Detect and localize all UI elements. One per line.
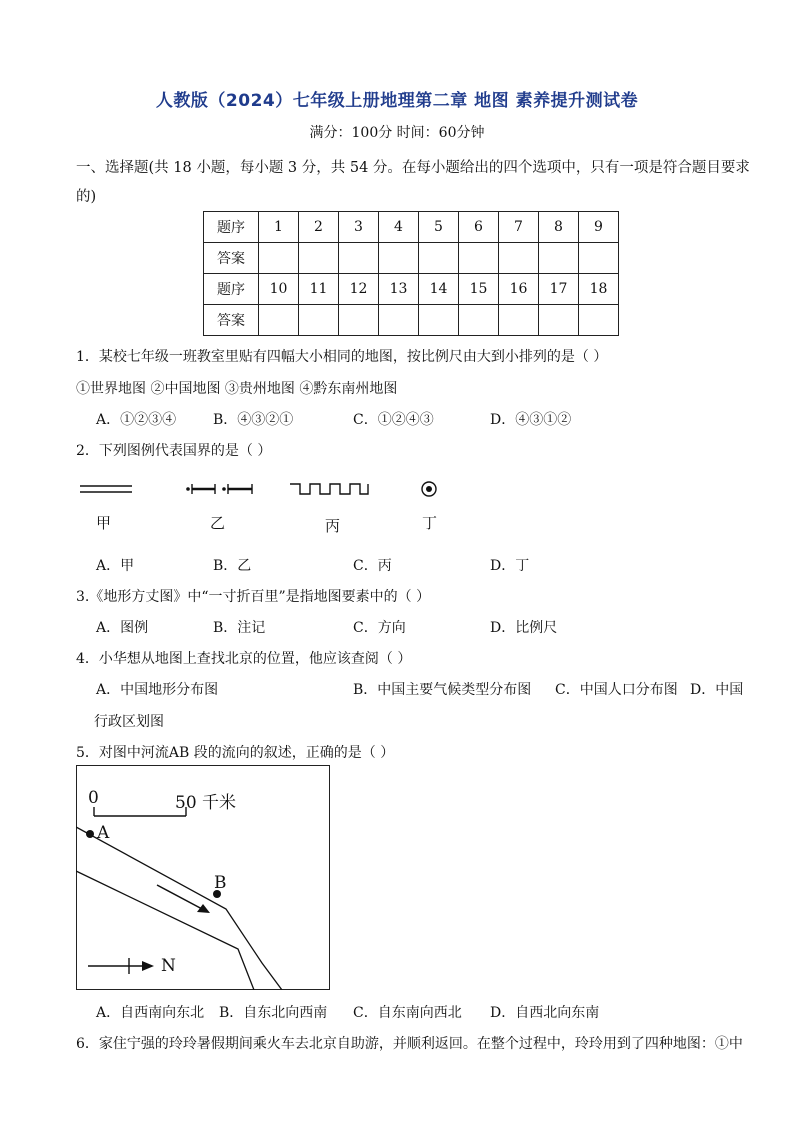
exam-info: 满分：100分 时间：60分钟 xyxy=(309,125,485,141)
table-row xyxy=(204,305,619,336)
question-5-option-c[interactable]: C．自东南向西北 xyxy=(353,1005,462,1021)
flow-arrow-icon xyxy=(157,885,210,913)
answer-cell[interactable] xyxy=(259,305,299,336)
table-cell: 15 xyxy=(459,274,499,305)
legend-label-yi: 乙 xyxy=(210,514,226,532)
table-cell: 13 xyxy=(379,274,419,305)
point-a-label: A xyxy=(97,823,110,843)
table-header-cell: 答案 xyxy=(204,243,259,274)
legend-ding-symbol xyxy=(422,482,436,496)
answer-cell[interactable] xyxy=(259,243,299,274)
north-arrow-icon xyxy=(88,958,154,974)
scale-start-label: 0 xyxy=(88,788,99,808)
table-cell: 4 xyxy=(379,212,419,243)
river-map xyxy=(76,765,330,990)
question-3-option-d[interactable]: D．比例尺 xyxy=(490,620,558,636)
legend-label-jia: 甲 xyxy=(96,514,112,532)
table-header-cell: 题序 xyxy=(204,274,259,305)
table-cell: 14 xyxy=(419,274,459,305)
legend-yi-symbol xyxy=(186,484,252,494)
answer-cell[interactable] xyxy=(539,305,579,336)
answer-cell[interactable] xyxy=(379,243,419,274)
answer-cell[interactable] xyxy=(379,305,419,336)
north-label: N xyxy=(161,956,176,976)
point-b-label: B xyxy=(214,873,227,893)
legend-label-bing: 丙 xyxy=(325,517,341,535)
question-3-option-c[interactable]: C．方向 xyxy=(353,620,406,636)
question-4-option-a[interactable]: A．中国地形分布图 xyxy=(96,682,219,698)
table-row xyxy=(204,212,619,243)
table-cell: 12 xyxy=(339,274,379,305)
legend-bing-symbol xyxy=(290,484,368,494)
scale-end-label: 50 千米 xyxy=(175,793,237,813)
section-heading xyxy=(76,153,756,212)
table-header-cell: 题序 xyxy=(204,212,259,243)
answer-cell[interactable] xyxy=(579,243,619,274)
table-cell: 3 xyxy=(339,212,379,243)
question-1-option-b[interactable]: B．④③②① xyxy=(213,412,294,428)
question-1-items: ①世界地图 ②中国地图 ③贵州地图 ④黔东南州地图 xyxy=(76,381,398,397)
answer-cell[interactable] xyxy=(539,243,579,274)
question-2-option-a[interactable]: A．甲 xyxy=(96,558,135,574)
table-cell: 16 xyxy=(499,274,539,305)
question-6-stem: 6．家住宁强的玲玲暑假期间乘火车去北京自助游，并顺利返回。在整个过程中，玲玲用到了四种地图：①中 xyxy=(76,1036,743,1052)
question-4-option-c[interactable]: C．中国人口分布图 xyxy=(555,682,678,698)
legend-jia-symbol xyxy=(80,486,132,492)
question-4-option-b[interactable]: B．中国主要气候类型分布图 xyxy=(353,682,532,698)
table-cell: 17 xyxy=(539,274,579,305)
point-a-marker xyxy=(86,830,94,838)
page-title: 人教版（2024）七年级上册地理第二章 地图 素养提升测试卷 xyxy=(155,91,639,111)
question-3-option-a[interactable]: A．图例 xyxy=(96,620,149,636)
answer-cell[interactable] xyxy=(339,305,379,336)
legend-label-ding: 丁 xyxy=(422,514,438,532)
table-cell: 5 xyxy=(419,212,459,243)
table-row xyxy=(204,243,619,274)
question-2-option-d[interactable]: D．丁 xyxy=(490,558,530,574)
question-5-option-d[interactable]: D．自西北向东南 xyxy=(490,1005,600,1021)
table-cell: 10 xyxy=(259,274,299,305)
table-cell: 8 xyxy=(539,212,579,243)
answer-table xyxy=(203,211,619,336)
section-heading-text: 一、选择题(共 18 小题，每小题 3 分，共 54 分。在每小题给出的四个选项中，只有一项是符合题目要求的) xyxy=(76,160,750,205)
question-2-option-b[interactable]: B．乙 xyxy=(213,558,252,574)
question-1-stem: 1．某校七年级一班教室里贴有四幅大小相同的地图，按比例尺由大到小排列的是（ ） xyxy=(76,349,608,365)
question-4-option-d-continued[interactable]: 行政区划图 xyxy=(94,714,164,730)
question-3-option-b[interactable]: B．注记 xyxy=(213,620,266,636)
table-row xyxy=(204,274,619,305)
answer-cell[interactable] xyxy=(339,243,379,274)
question-5-option-a[interactable]: A．自西南向东北 xyxy=(96,1005,205,1021)
answer-cell[interactable] xyxy=(419,305,459,336)
question-3-stem: 3.《地形方丈图》中“一寸折百里”是指地图要素中的（ ） xyxy=(76,589,431,605)
table-cell: 1 xyxy=(259,212,299,243)
question-5-stem: 5．对图中河流AB 段的流向的叙述，正确的是（ ） xyxy=(76,745,395,761)
answer-cell[interactable] xyxy=(299,243,339,274)
table-cell: 7 xyxy=(499,212,539,243)
question-1-option-c[interactable]: C．①②④③ xyxy=(353,412,434,428)
answer-cell[interactable] xyxy=(419,243,459,274)
question-4-stem: 4．小华想从地图上查找北京的位置，他应该查阅（ ） xyxy=(76,651,412,667)
table-header-cell: 答案 xyxy=(204,305,259,336)
question-2-option-c[interactable]: C．丙 xyxy=(353,558,392,574)
scale-bar xyxy=(94,807,186,816)
table-cell: 6 xyxy=(459,212,499,243)
answer-cell[interactable] xyxy=(459,243,499,274)
answer-cell[interactable] xyxy=(499,243,539,274)
question-2-stem: 2．下列图例代表国界的是（ ） xyxy=(76,443,272,459)
answer-cell[interactable] xyxy=(299,305,339,336)
question-1-option-a[interactable]: A．①②③④ xyxy=(96,412,177,428)
table-cell: 9 xyxy=(579,212,619,243)
table-cell: 18 xyxy=(579,274,619,305)
legend-symbols xyxy=(76,478,456,504)
answer-cell[interactable] xyxy=(579,305,619,336)
answer-cell[interactable] xyxy=(459,305,499,336)
answer-cell[interactable] xyxy=(499,305,539,336)
question-4-option-d[interactable]: D．中国 xyxy=(690,682,744,698)
table-cell: 11 xyxy=(299,274,339,305)
table-cell: 2 xyxy=(299,212,339,243)
question-1-option-d[interactable]: D．④③①② xyxy=(490,412,572,428)
question-5-option-b[interactable]: B．自东北向西南 xyxy=(219,1005,328,1021)
